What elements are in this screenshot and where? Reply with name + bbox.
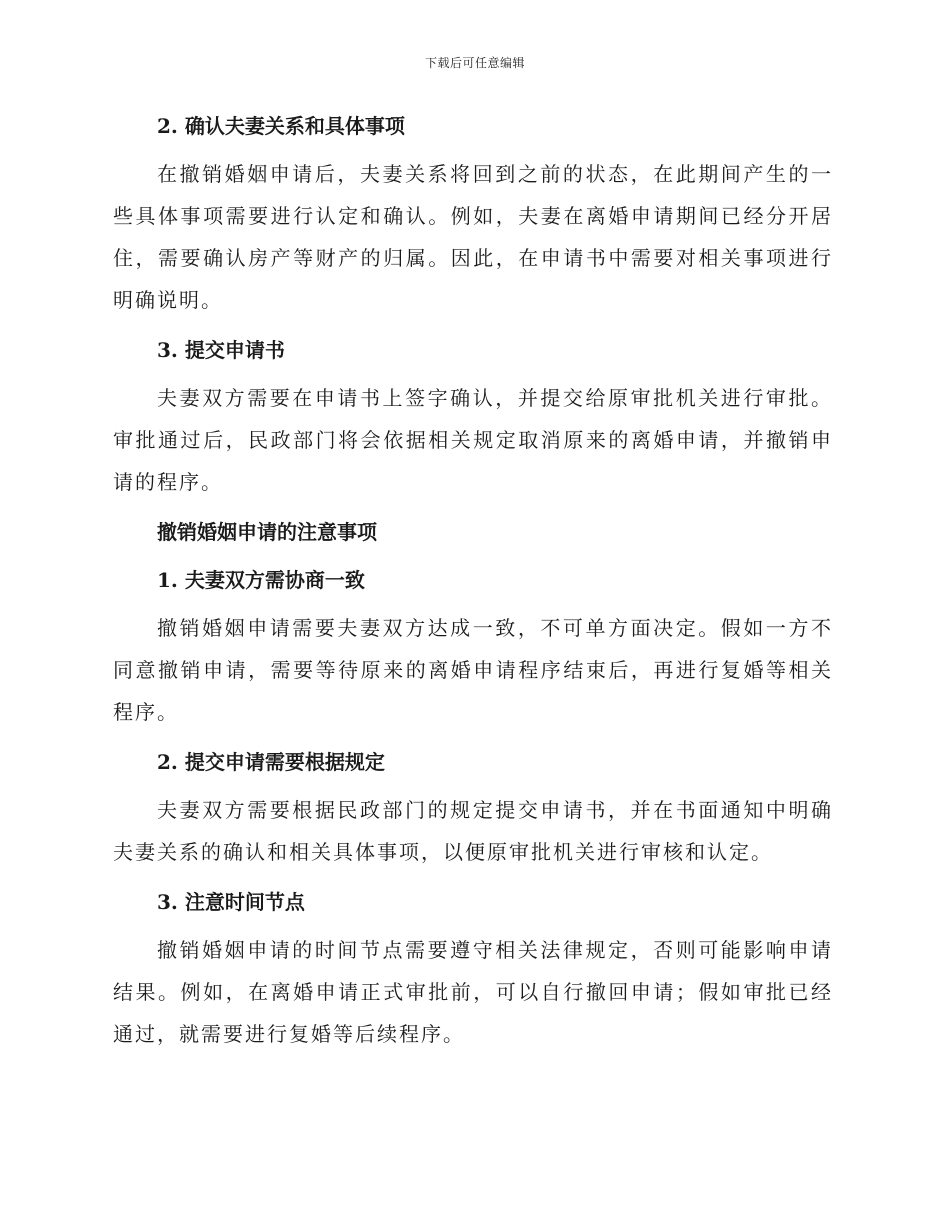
section-heading-submit-application: 3. 提交申请书 (157, 338, 285, 362)
document-body (113, 105, 833, 1063)
section-heading-time-nodes: 3. 注意时间节点 (157, 890, 305, 914)
section-heading-mutual-agreement: 1. 夫妻双方需协商一致 (157, 568, 365, 592)
paragraph-mutual-agreement: 撤销婚姻申请需要夫妻双方达成一致，不可单方面决定。假如一方不同意撤销申请，需要等待原来的离婚申请程序结束后，再进行复婚等相关程序。 (113, 616, 833, 724)
paragraph-submit-application: 夫妻双方需要在申请书上签字确认，并提交给原审批机关进行审批。审批通过后，民政部门将会依据相关规定取消原来的离婚申请，并撤销申请的程序。 (113, 386, 833, 494)
page-header: 下载后可任意编辑 (424, 56, 525, 70)
paragraph-time-nodes: 撤销婚姻申请的时间节点需要遵守相关法律规定，否则可能影响申请结果。例如，在离婚申请正式审批前，可以自行撤回申请；假如审批已经通过，就需要进行复婚等后续程序。 (113, 938, 833, 1046)
section-heading-notes: 撤销婚姻申请的注意事项 (157, 520, 377, 544)
section-heading-confirm-relationship: 2. 确认夫妻关系和具体事项 (157, 114, 405, 138)
paragraph-confirm-relationship: 在撤销婚姻申请后，夫妻关系将回到之前的状态，在此期间产生的一些具体事项需要进行认定和确认。例如，夫妻在离婚申请期间已经分开居住，需要确认房产等财产的归属。因此，在申请书中需要对相关事项进行明确说明。 (113, 162, 833, 312)
section-heading-follow-rules: 2. 提交申请需要根据规定 (157, 750, 385, 774)
paragraph-follow-rules: 夫妻双方需要根据民政部门的规定提交申请书，并在书面通知中明确夫妻关系的确认和相关具体事项，以便原审批机关进行审核和认定。 (113, 798, 833, 864)
